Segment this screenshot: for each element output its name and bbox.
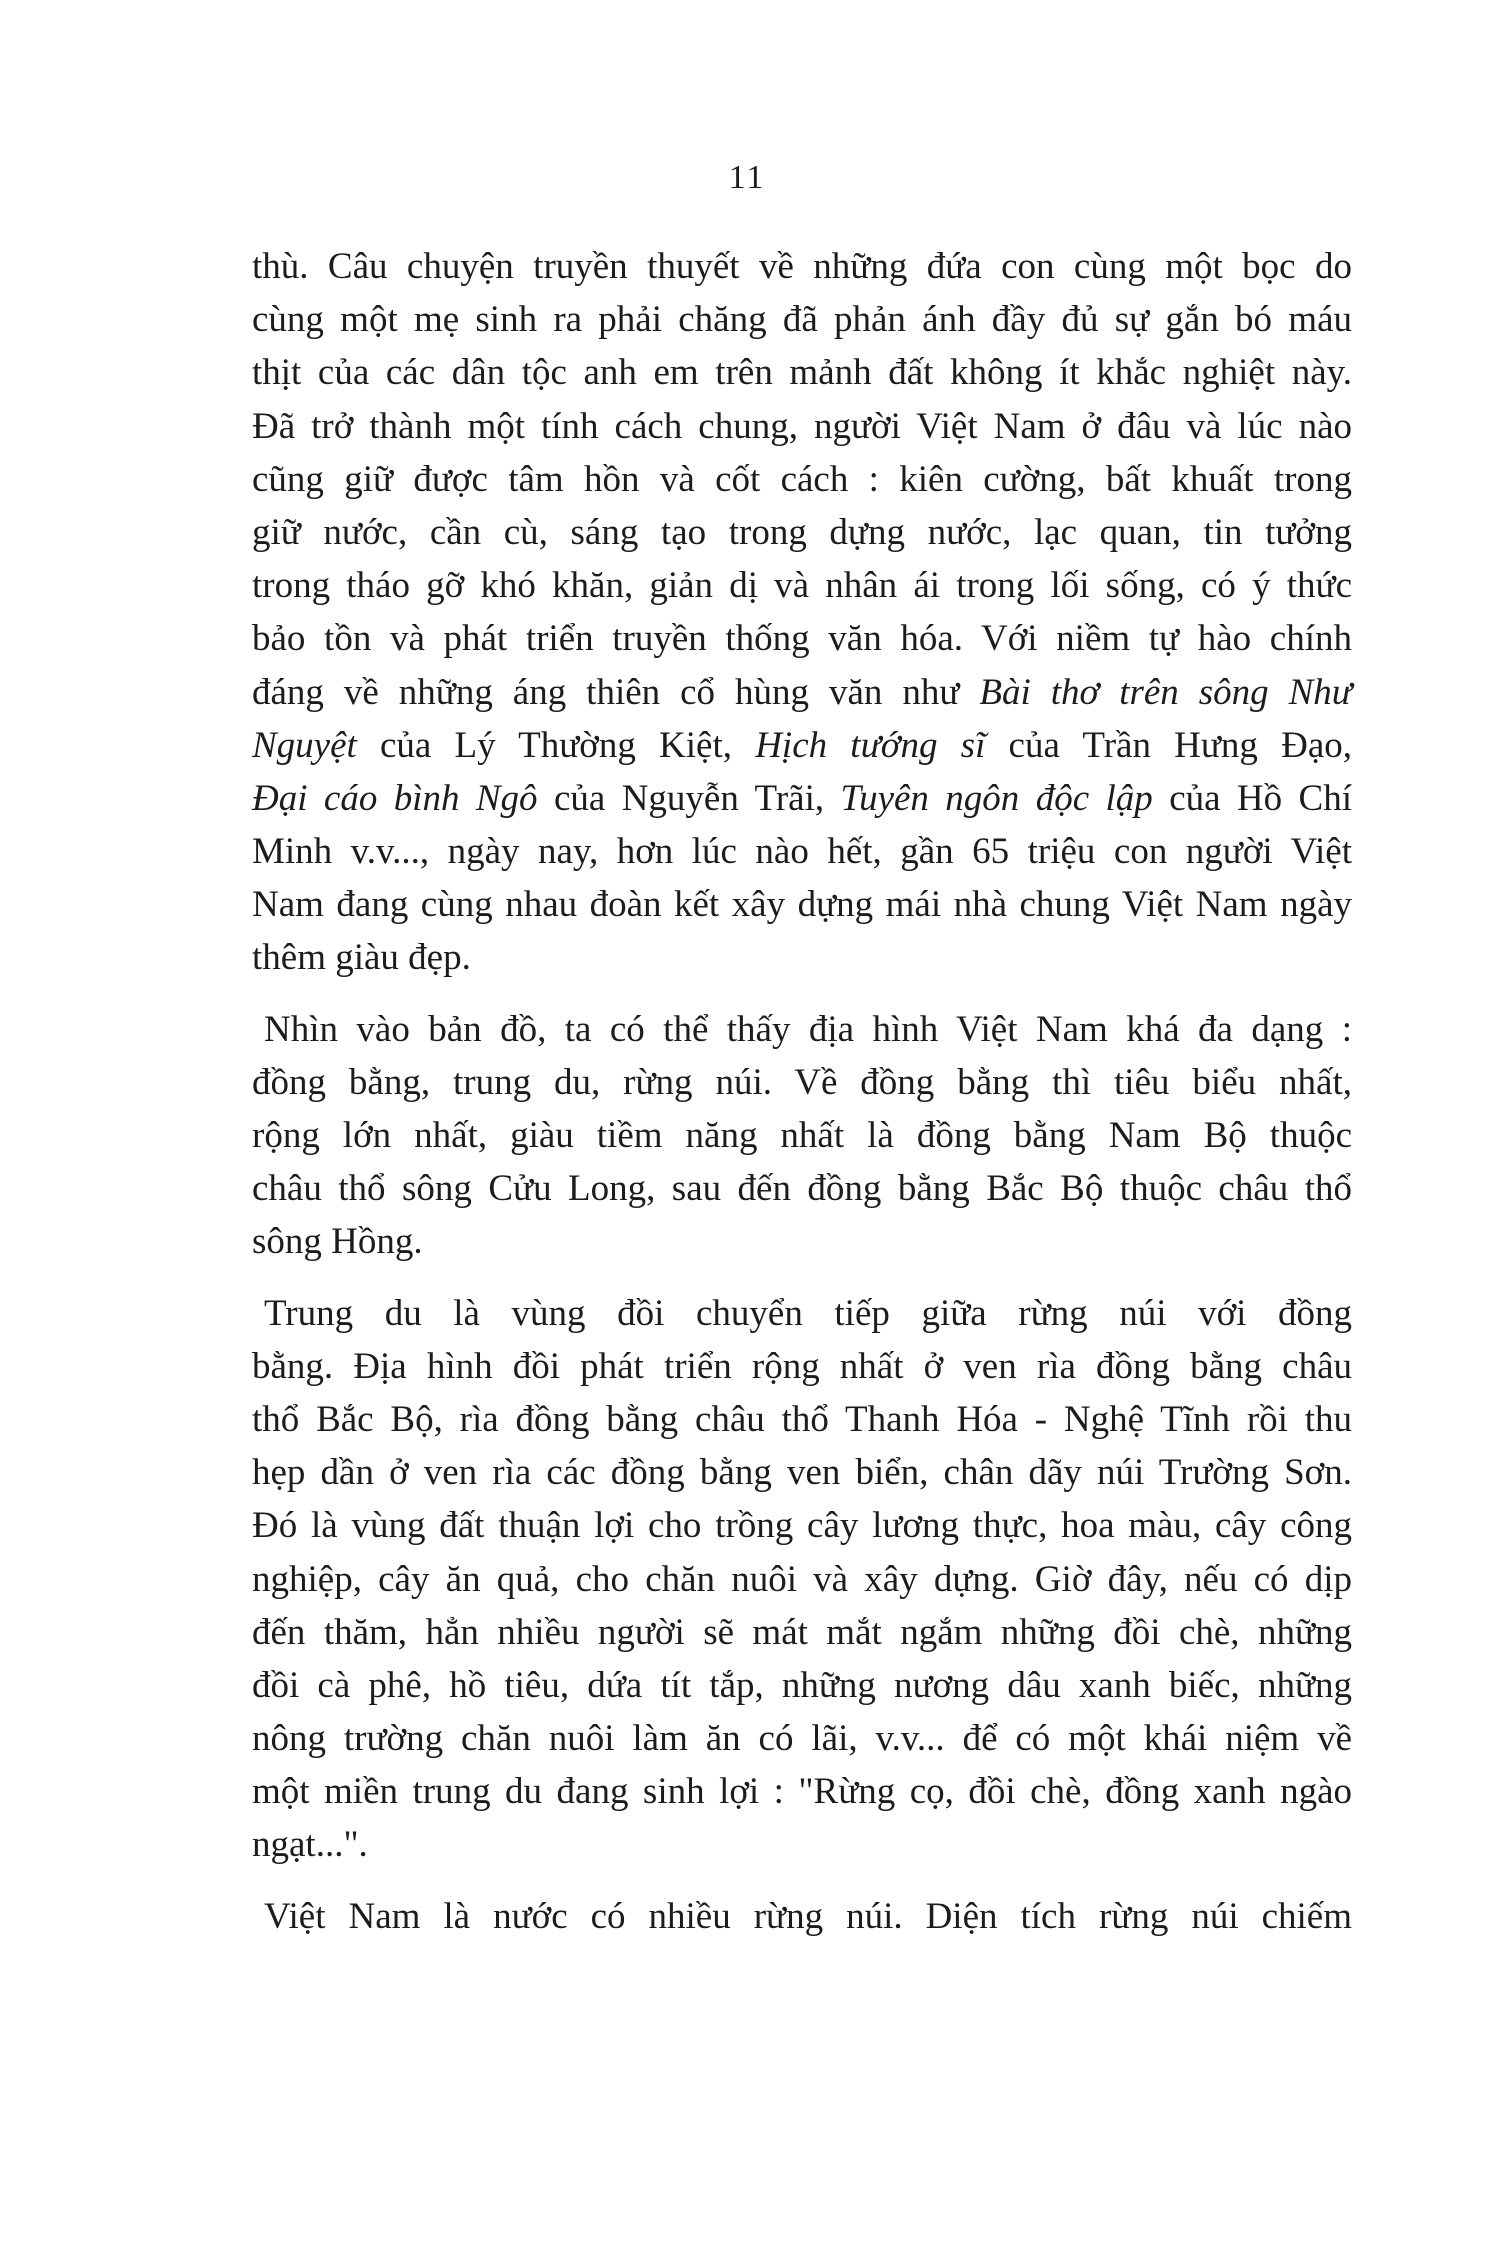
italic-title: Đại cáo bình Ngô: [252, 777, 538, 819]
text-line: bảo tồn và phát triển truyền thống văn hóa. Với niềm tự hào chính: [252, 618, 1352, 660]
text-line: giữ nước, cần cù, sáng tạo trong dựng nước, lạc quan, tin tưởng: [252, 511, 1352, 553]
text-line: Trung du là vùng đồi chuyển tiếp giữa rừng núi với đồng: [264, 1292, 1352, 1334]
italic-title: Tuyên ngôn độc lập: [840, 777, 1153, 819]
text-line: thổ Bắc Bộ, rìa đồng bằng châu thổ Thanh Hóa - Nghệ Tĩnh rồi thu: [252, 1398, 1352, 1440]
text-line: Minh v.v..., ngày nay, hơn lúc nào hết, gần 65 triệu con người Việt: [252, 831, 1352, 873]
text-line: thù. Câu chuyện truyền thuyết về những đứa con cùng một bọc do: [252, 246, 1352, 287]
text-line: đồng bằng, trung du, rừng núi. Về đồng bằng thì tiêu biểu nhất,: [252, 1061, 1352, 1103]
italic-title: Bài thơ trên sông Như: [979, 671, 1352, 713]
text-line: thêm giàu đẹp.: [252, 937, 471, 979]
text-line: Đã trở thành một tính cách chung, người Việt Nam ở đâu và lúc nào: [252, 405, 1352, 447]
italic-title: Nguyệt: [252, 724, 357, 766]
text-line: rộng lớn nhất, giàu tiềm năng nhất là đồng bằng Nam Bộ thuộc: [252, 1115, 1352, 1156]
text-line: Nguyệt của Lý Thường Kiệt, Hịch tướng sĩ của Trần Hưng Đạo,: [252, 724, 1353, 766]
paragraph-2: [252, 1003, 1352, 1269]
text-line: Đại cáo bình Ngô của Nguyễn Trãi, Tuyên ngôn độc lập của Hồ Chí: [252, 777, 1352, 819]
paragraph-4: [252, 1890, 1352, 1943]
text-line: cùng một mẹ sinh ra phải chăng đã phản ánh đầy đủ sự gắn bó máu: [252, 299, 1352, 341]
text-line: cũng giữ được tâm hồn và cốt cách : kiên cường, bất khuất trong: [252, 458, 1352, 500]
text-line: ngạt...".: [252, 1824, 368, 1866]
text-line: đồi cà phê, hồ tiêu, dứa tít tắp, những nương dâu xanh biếc, những: [252, 1664, 1352, 1706]
paragraph-1: [252, 240, 1352, 985]
text-line: thịt của các dân tộc anh em trên mảnh đất không ít khắc nghiệt này.: [252, 352, 1352, 394]
text-line: trong tháo gỡ khó khăn, giản dị và nhân ái trong lối sống, có ý thức: [252, 565, 1352, 607]
text-line: Việt Nam là nước có nhiều rừng núi. Diện tích rừng núi chiếm: [264, 1895, 1352, 1937]
italic-title: Hịch tướng sĩ: [755, 724, 986, 766]
text-line: Đó là vùng đất thuận lợi cho trồng cây lương thực, hoa màu, cây công: [252, 1505, 1352, 1547]
text-line: châu thổ sông Cửu Long, sau đến đồng bằng Bắc Bộ thuộc châu thổ: [252, 1168, 1352, 1210]
text-line: đáng về những áng thiên cổ hùng văn như Bài thơ trên sông Như: [252, 671, 1352, 713]
text-line: hẹp dần ở ven rìa các đồng bằng ven biển, chân dãy núi Trường Sơn.: [252, 1452, 1352, 1494]
text-line: đến thăm, hẳn nhiều người sẽ mát mắt ngắm những đồi chè, những: [252, 1611, 1352, 1653]
page-number: 11: [728, 159, 766, 196]
paragraph-3: [252, 1287, 1352, 1872]
text-line: sông Hồng.: [252, 1221, 423, 1263]
body-text: [252, 240, 1352, 1943]
text-line: bằng. Địa hình đồi phát triển rộng nhất ở ven rìa đồng bằng châu: [252, 1345, 1352, 1387]
text-line: nông trường chăn nuôi làm ăn có lãi, v.v... để có một khái niệm về: [252, 1718, 1352, 1760]
text-line: một miền trung du đang sinh lợi : "Rừng cọ, đồi chè, đồng xanh ngào: [252, 1771, 1352, 1813]
text-line: nghiệp, cây ăn quả, cho chăn nuôi và xây dựng. Giờ đây, nếu có dịp: [252, 1558, 1352, 1600]
text-line: Nhìn vào bản đồ, ta có thể thấy địa hình Việt Nam khá đa dạng :: [264, 1008, 1352, 1050]
text-line: Nam đang cùng nhau đoàn kết xây dựng mái nhà chung Việt Nam ngày: [252, 884, 1352, 926]
